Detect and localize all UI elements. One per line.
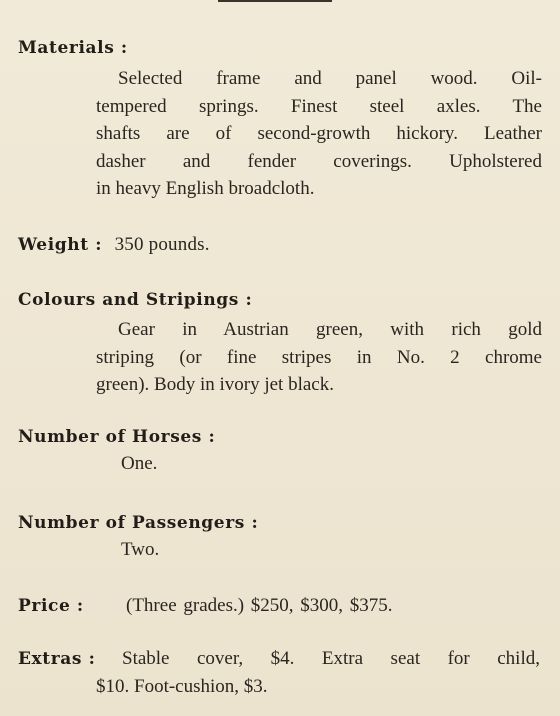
extras-text	[96, 645, 540, 700]
colours-line-1: Gear in Austrian green, with rich gold	[118, 319, 542, 340]
extras-heading: Extras :	[18, 649, 96, 669]
materials-text	[96, 65, 542, 203]
weight-row	[18, 234, 210, 256]
passengers-value: Two.	[121, 539, 160, 560]
colours-heading: Colours and Stripings :	[18, 290, 253, 310]
colours-line-3: green). Body in ivory jet black.	[96, 374, 334, 395]
price-heading: Price :	[18, 596, 84, 616]
materials-line-4: dasher and fender coverings. Upholstered	[96, 150, 542, 172]
materials-line-3: shafts are of second-growth hickory. Leather	[96, 123, 542, 144]
horses-heading: Number of Horses :	[18, 427, 216, 447]
colours-text	[96, 316, 542, 399]
price-value: (Three grades.) $250, $300, $375.	[126, 595, 393, 616]
weight-heading: Weight :	[18, 235, 103, 255]
horses-value: One.	[121, 453, 158, 474]
materials-heading: Materials :	[18, 38, 128, 58]
weight-value: 350 pounds.	[114, 234, 210, 255]
materials-line-1: Selected frame and panel wood. Oil-	[118, 68, 542, 89]
materials-line-2: tempered springs. Finest steel axles. The	[96, 95, 542, 117]
materials-line-5: in heavy English broadcloth.	[96, 178, 315, 199]
passengers-heading: Number of Passengers :	[18, 513, 259, 533]
extras-line-2: $10. Foot-cushion, $3.	[96, 675, 268, 697]
top-rule	[218, 0, 332, 2]
colours-line-2: striping (or fine stripes in No. 2 chrome	[96, 346, 542, 368]
extras-line-1: Stable cover, $4. Extra seat for child,	[122, 648, 540, 669]
